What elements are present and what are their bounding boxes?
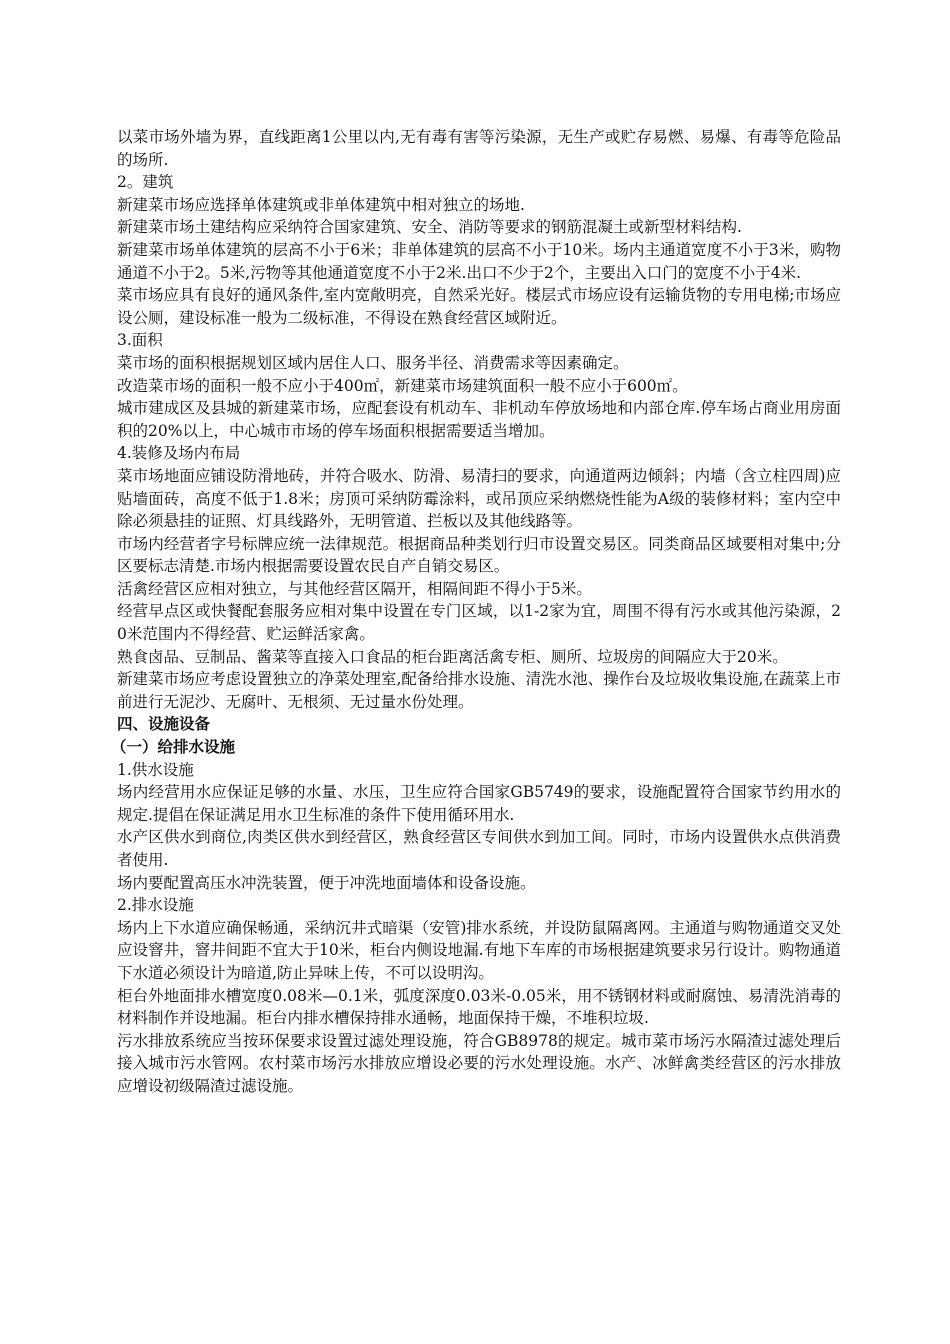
paragraph-cooked-food: 熟食卤品、豆制品、酱菜等直接入口食品的柜台距离活禽专柜、厕所、垃圾房的间隔应大于20米。 bbox=[117, 647, 788, 666]
paragraph-building-site: 新建菜市场应选择单体建筑或非单体建筑中相对独立的场地. bbox=[117, 195, 525, 214]
section-heading-area: 3.面积 bbox=[117, 331, 163, 350]
paragraph-sewage-treatment: 污水排放系统应当按环保要求设置过滤处理设施，符合GB8978的规定。城市菜市场污水隔渣过滤处理后接入城市污水管网。农村菜市场污水排放应增设必要的污水处理设施。水产、冰鲜禽类经营区的污水排放应增设初级隔渣过滤设施。 bbox=[117, 1031, 841, 1095]
paragraph-breakfast-area: 经营早点区或快餐配套服务应相对集中设置在专门区域，以1-2家为宜，周围不得有污水或其他污染源，20米范围内不得经营、贮运鲜活家禽。 bbox=[117, 602, 841, 644]
paragraph-location-requirements: 以菜市场外墙为界，直线距离1公里以内,无有毒有害等污染源，无生产或贮存易燃、易爆、有毒等危险品的场所. bbox=[117, 128, 841, 169]
paragraph-high-pressure-washer: 场内要配置高压水冲洗装置，便于冲洗地面墙体和设备设施。 bbox=[117, 873, 536, 892]
paragraph-area-minimum: 改造菜市场的面积一般不应小于400㎡，新建菜市场建筑面积一般不应小于600㎡。 bbox=[117, 376, 688, 395]
chapter-heading-facilities: 四、设施设备 bbox=[117, 714, 211, 734]
document-page bbox=[111, 126, 841, 1098]
paragraph-vegetable-processing: 新建菜市场应考虑设置独立的净菜处理室,配备给排水设施、清洗水池、操作台及垃圾收集设施,在蔬菜上市前进行无泥沙、无腐叶、无根须、无过量水份处理。 bbox=[117, 670, 841, 711]
paragraph-area-factors: 菜市场的面积根据规划区域内居住人口、服务半径、消费需求等因素确定。 bbox=[117, 353, 629, 372]
section-heading-drainage: 2.排水设施 bbox=[117, 896, 194, 915]
paragraph-building-height: 新建菜市场单体建筑的层高不小于6米；非单体建筑的层高不小于10米。场内主通道宽度不小于3米，购物通道不小于2。5米,污物等其他通道宽度不小于2米.出口不少于2个，主要出入口门的宽度不小于4米. bbox=[117, 240, 841, 282]
paragraph-parking: 城市建成区及县城的新建菜市场，应配套设有机动车、非机动车停放场地和内部仓库.停车场占商业用房面积的20%以上，中心城市市场的停车场面积根据需要适当增加。 bbox=[117, 399, 841, 440]
paragraph-flooring: 菜市场地面应铺设防滑地砖，并符合吸水、防滑、易清扫的要求，向通道两边倾斜；内墙（含立柱四周)应贴墙面砖，高度不低于1.8米；房顶可采纳防霉涂料，或吊顶应采纳燃烧性能为A级的装修材料；室内空中除必须悬挂的证照、灯具线路外，无明管道、拦板以及其他线路等。 bbox=[117, 466, 841, 531]
paragraph-drain-channels: 柜台外地面排水槽宽度0.08米—0.1米，弧度深度0.03米-0.05米，用不锈钢材料或耐腐蚀、易清洗消毒的材料制作并设地漏。柜台内排水槽保持排水通畅，地面保持干燥，不堆积垃圾. bbox=[117, 986, 841, 1028]
paragraph-water-quality: 场内经营用水应保证足够的水量、水压，卫生应符合国家GB5749的要求，设施配置符合国家节约用水的规定.提倡在保证满足用水卫生标准的条件下使用循环用水. bbox=[117, 783, 841, 824]
section-heading-building: 2。建筑 bbox=[117, 173, 174, 192]
section-heading-layout: 4.装修及场内布局 bbox=[117, 444, 241, 463]
paragraph-poultry-area: 活禽经营区应相对独立，与其他经营区隔开，相隔间距不得小于5米。 bbox=[117, 579, 592, 598]
paragraph-building-structure: 新建菜市场土建结构应采纳符合国家建筑、安全、消防等要求的钢筋混凝土或新型材料结构. bbox=[117, 218, 742, 237]
paragraph-ventilation: 菜市场应具有良好的通风条件,室内宽敞明亮，自然采光好。楼层式市场应设有运输货物的专用电梯;市场应设公厕，建设标准一般为二级标准，不得设在熟食经营区域附近。 bbox=[117, 286, 841, 327]
subheading-water-facilities: （一）给排水设施 bbox=[111, 737, 236, 757]
paragraph-sewer-system: 场内上下水道应确保畅通，采纳沉井式暗渠（安管)排水系统，并设防鼠隔离网。主通道与购物通道交叉处应设窨井，窨井间距不宜大于10米，柜台内侧设地漏.有地下车库的市场根据建筑要求另行设计。购物通道下水道必须设计为暗道,防止异味上传，不可以设明沟。 bbox=[117, 918, 841, 982]
paragraph-water-distribution: 水产区供水到商位,肉类区供水到经营区，熟食经营区专间供水到加工间。同时，市场内设置供水点供消费者使用. bbox=[117, 828, 841, 869]
paragraph-signage: 市场内经营者字号标牌应统一法律规范。根据商品种类划行归市设置交易区。同类商品区域要相对集中;分区要标志清楚.市场内根据需要设置农民自产自销交易区。 bbox=[117, 534, 841, 576]
section-heading-water-supply: 1.供水设施 bbox=[117, 760, 194, 779]
